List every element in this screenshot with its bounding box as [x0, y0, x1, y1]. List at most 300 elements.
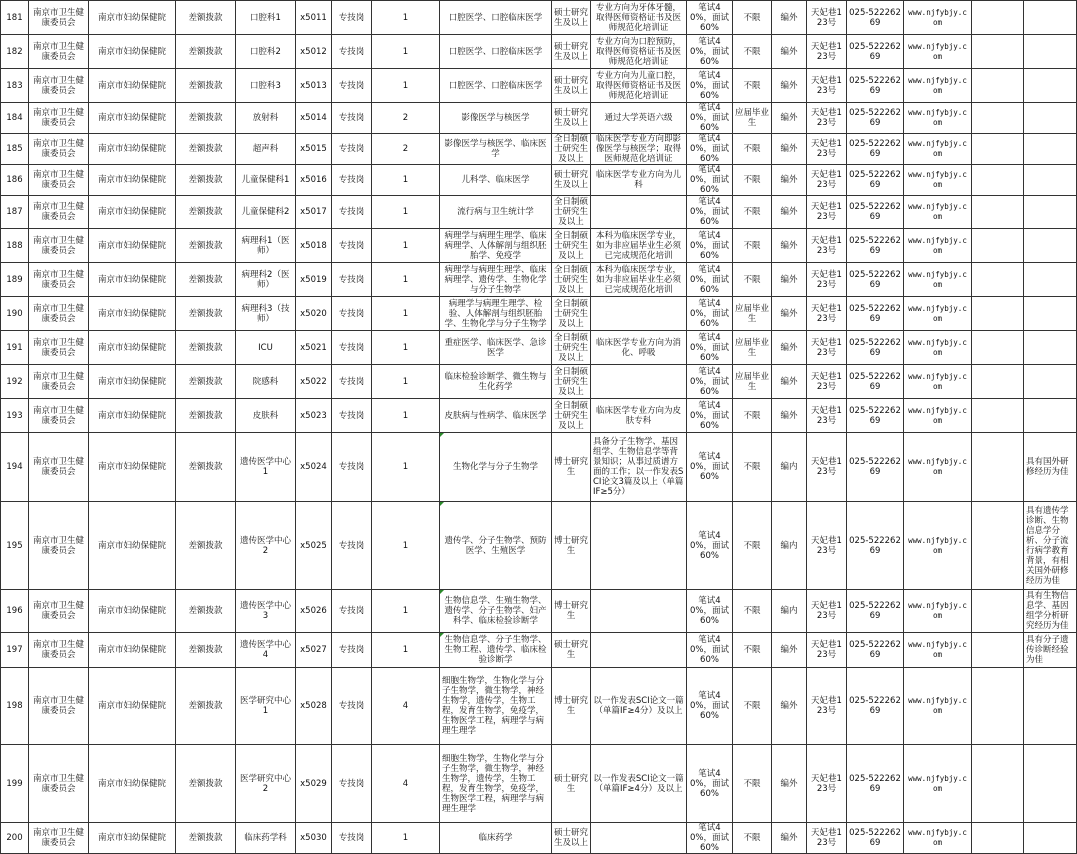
other-req-cell: 临床医学专业方向即影像医学与核医学；取得医师规范化培训证 [591, 134, 687, 165]
phone-cell: 025-52226269 [847, 263, 904, 297]
seq-cell: 197 [1, 633, 29, 668]
empty-cell [972, 331, 1024, 365]
ratio-cell: 笔试40%，面试60% [687, 165, 733, 196]
post-cell: 医学研究中心1 [236, 668, 296, 745]
table-row [1, 69, 1077, 103]
website-cell: www.njfybjy.com [904, 263, 972, 297]
funding-cell: 差额拨款 [176, 823, 236, 854]
agency-cell: 南京市卫生健康委员会 [29, 823, 89, 854]
age-cell: 不限 [733, 433, 772, 502]
code-cell: x5015 [296, 134, 332, 165]
count-cell: 4 [372, 668, 440, 745]
addr-cell: 天妃巷123号 [807, 263, 847, 297]
major-cell: 细胞生物学，生物化学与分子生物学，微生物学，神经生物学，遗传学，生物工程，发育生物学，免疫学，生物医学工程，病理学与病理生理学 [440, 745, 552, 823]
major-cell: 口腔医学、口腔临床医学 [440, 35, 552, 69]
ratio-cell: 笔试40%，面试60% [687, 229, 733, 263]
other-req-cell: 本科为临床医学专业，如为非应届毕业生必须已完成规范化培训 [591, 229, 687, 263]
ratio-cell: 笔试40%，面试60% [687, 399, 733, 433]
seq-cell: 191 [1, 331, 29, 365]
ratio-cell: 笔试40%，面试60% [687, 823, 733, 854]
code-cell: x5030 [296, 823, 332, 854]
empty-cell [972, 433, 1024, 502]
kind-cell: 专技岗 [332, 103, 372, 134]
kind-cell: 专技岗 [332, 633, 372, 668]
empty-cell [972, 590, 1024, 633]
funding-cell: 差额拨款 [176, 165, 236, 196]
seq-cell: 190 [1, 297, 29, 331]
code-cell: x5028 [296, 668, 332, 745]
addr-cell: 天妃巷123号 [807, 433, 847, 502]
kind-cell: 专技岗 [332, 399, 372, 433]
edu-cell: 全日制硕士研究生及以上 [552, 229, 591, 263]
staff-cell: 编外 [772, 1, 807, 35]
edu-cell: 博士研究生 [552, 502, 591, 590]
staff-cell: 编外 [772, 229, 807, 263]
seq-cell: 199 [1, 745, 29, 823]
age-cell: 不限 [733, 745, 772, 823]
kind-cell: 专技岗 [332, 365, 372, 399]
count-cell: 2 [372, 103, 440, 134]
code-cell: x5029 [296, 745, 332, 823]
ratio-cell: 笔试40%，面试60% [687, 1, 733, 35]
seq-cell: 188 [1, 229, 29, 263]
code-cell: x5011 [296, 1, 332, 35]
empty-cell [972, 745, 1024, 823]
major-cell: 临床检验诊断学、微生物与生化药学 [440, 365, 552, 399]
ratio-cell: 笔试40%，面试60% [687, 590, 733, 633]
staff-cell: 编外 [772, 103, 807, 134]
post-cell: 病理科1（医师） [236, 229, 296, 263]
unit-cell: 南京市妇幼保健院 [89, 69, 176, 103]
count-cell: 4 [372, 745, 440, 823]
post-cell: 口腔科1 [236, 1, 296, 35]
table-row [1, 263, 1077, 297]
code-cell: x5020 [296, 297, 332, 331]
kind-cell: 专技岗 [332, 69, 372, 103]
table-row [1, 103, 1077, 134]
ratio-cell: 笔试40%，面试60% [687, 745, 733, 823]
kind-cell: 专技岗 [332, 502, 372, 590]
other-req-cell [591, 590, 687, 633]
edu-cell: 硕士研究生及以上 [552, 165, 591, 196]
major-cell: 病理学与病理生理学、临床病理学、人体解剖与组织胚胎学、免疫学 [440, 229, 552, 263]
website-cell: www.njfybjy.com [904, 297, 972, 331]
ratio-cell: 笔试40%，面试60% [687, 502, 733, 590]
agency-cell: 南京市卫生健康委员会 [29, 165, 89, 196]
code-cell: x5012 [296, 35, 332, 69]
website-cell: www.njfybjy.com [904, 103, 972, 134]
other-req-cell: 具备分子生物学、基因组学、生物信息学等背景知识；从事过质谱方面的工作；以一作发表SCI论文3篇及以上（单篇IF≥5分） [591, 433, 687, 502]
age-cell: 不限 [733, 1, 772, 35]
unit-cell: 南京市妇幼保健院 [89, 1, 176, 35]
staff-cell: 编外 [772, 69, 807, 103]
staff-cell: 编外 [772, 196, 807, 229]
phone-cell: 025-52226269 [847, 331, 904, 365]
code-cell: x5027 [296, 633, 332, 668]
staff-cell: 编外 [772, 331, 807, 365]
funding-cell: 差额拨款 [176, 134, 236, 165]
table-row [1, 633, 1077, 668]
code-cell: x5016 [296, 165, 332, 196]
age-cell: 不限 [733, 134, 772, 165]
seq-cell: 183 [1, 69, 29, 103]
edu-cell: 博士研究生 [552, 433, 591, 502]
major-cell: 病理学与病理生理学、临床病理学、遗传学、生物化学与分子生物学 [440, 263, 552, 297]
website-cell: www.njfybjy.com [904, 1, 972, 35]
table-row [1, 399, 1077, 433]
phone-cell: 025-52226269 [847, 134, 904, 165]
kind-cell: 专技岗 [332, 263, 372, 297]
unit-cell: 南京市妇幼保健院 [89, 745, 176, 823]
other-req-cell [591, 823, 687, 854]
empty-cell [972, 165, 1024, 196]
unit-cell: 南京市妇幼保健院 [89, 502, 176, 590]
age-cell: 不限 [733, 229, 772, 263]
other-req-cell: 临床医学专业方向为皮肤专科 [591, 399, 687, 433]
other-req-cell: 专业方向为口腔预防，取得医师资格证书及医师规范化培训证 [591, 35, 687, 69]
website-cell: www.njfybjy.com [904, 823, 972, 854]
staff-cell: 编外 [772, 399, 807, 433]
code-cell: x5022 [296, 365, 332, 399]
edu-cell: 硕士研究生及以上 [552, 69, 591, 103]
agency-cell: 南京市卫生健康委员会 [29, 196, 89, 229]
note-cell [1024, 1, 1077, 35]
edu-cell: 博士研究生 [552, 590, 591, 633]
funding-cell: 差额拨款 [176, 1, 236, 35]
website-cell: www.njfybjy.com [904, 35, 972, 69]
note-cell [1024, 263, 1077, 297]
ratio-cell: 笔试40%，面试60% [687, 633, 733, 668]
post-cell: 医学研究中心2 [236, 745, 296, 823]
kind-cell: 专技岗 [332, 590, 372, 633]
major-cell: 皮肤病与性病学、临床医学 [440, 399, 552, 433]
unit-cell: 南京市妇幼保健院 [89, 229, 176, 263]
major-cell: 遗传学、分子生物学、预防医学、生殖医学 [440, 502, 552, 590]
website-cell: www.njfybjy.com [904, 399, 972, 433]
funding-cell: 差额拨款 [176, 365, 236, 399]
addr-cell: 天妃巷123号 [807, 633, 847, 668]
staff-cell: 编外 [772, 134, 807, 165]
addr-cell: 天妃巷123号 [807, 103, 847, 134]
post-cell: 超声科 [236, 134, 296, 165]
agency-cell: 南京市卫生健康委员会 [29, 229, 89, 263]
count-cell: 1 [372, 263, 440, 297]
kind-cell: 专技岗 [332, 668, 372, 745]
seq-cell: 181 [1, 1, 29, 35]
table-row [1, 590, 1077, 633]
age-cell: 不限 [733, 502, 772, 590]
staff-cell: 编内 [772, 433, 807, 502]
count-cell: 1 [372, 502, 440, 590]
unit-cell: 南京市妇幼保健院 [89, 331, 176, 365]
agency-cell: 南京市卫生健康委员会 [29, 399, 89, 433]
kind-cell: 专技岗 [332, 196, 372, 229]
phone-cell: 025-52226269 [847, 590, 904, 633]
other-req-cell: 以一作发表SCI论文一篇（单篇IF≥4分）及以上 [591, 668, 687, 745]
count-cell: 1 [372, 633, 440, 668]
note-cell [1024, 134, 1077, 165]
empty-cell [972, 365, 1024, 399]
edu-cell: 硕士研究生及以上 [552, 103, 591, 134]
empty-cell [972, 134, 1024, 165]
table-row [1, 823, 1077, 854]
agency-cell: 南京市卫生健康委员会 [29, 35, 89, 69]
note-cell [1024, 668, 1077, 745]
funding-cell: 差额拨款 [176, 263, 236, 297]
funding-cell: 差额拨款 [176, 745, 236, 823]
staff-cell: 编外 [772, 365, 807, 399]
funding-cell: 差额拨款 [176, 69, 236, 103]
addr-cell: 天妃巷123号 [807, 365, 847, 399]
kind-cell: 专技岗 [332, 229, 372, 263]
code-cell: x5019 [296, 263, 332, 297]
funding-cell: 差额拨款 [176, 433, 236, 502]
staff-cell: 编内 [772, 502, 807, 590]
count-cell: 1 [372, 1, 440, 35]
count-cell: 1 [372, 297, 440, 331]
staff-cell: 编外 [772, 823, 807, 854]
funding-cell: 差额拨款 [176, 103, 236, 134]
addr-cell: 天妃巷123号 [807, 134, 847, 165]
major-cell: 儿科学、临床医学 [440, 165, 552, 196]
addr-cell: 天妃巷123号 [807, 331, 847, 365]
website-cell: www.njfybjy.com [904, 365, 972, 399]
note-cell [1024, 103, 1077, 134]
unit-cell: 南京市妇幼保健院 [89, 433, 176, 502]
count-cell: 1 [372, 69, 440, 103]
edu-cell: 全日制硕士研究生及以上 [552, 263, 591, 297]
ratio-cell: 笔试40%，面试60% [687, 331, 733, 365]
code-cell: x5014 [296, 103, 332, 134]
table-row [1, 35, 1077, 69]
post-cell: 遗传医学中心4 [236, 633, 296, 668]
other-req-cell: 临床医学专业方向为消化、呼吸 [591, 331, 687, 365]
table-row [1, 196, 1077, 229]
count-cell: 1 [372, 433, 440, 502]
unit-cell: 南京市妇幼保健院 [89, 823, 176, 854]
table-row [1, 745, 1077, 823]
funding-cell: 差额拨款 [176, 590, 236, 633]
major-cell: 影像医学与核医学、临床医学 [440, 134, 552, 165]
note-cell [1024, 229, 1077, 263]
ratio-cell: 笔试40%，面试60% [687, 365, 733, 399]
note-cell [1024, 297, 1077, 331]
phone-cell: 025-52226269 [847, 196, 904, 229]
other-req-cell: 专业方向为牙体牙髓，取得医师资格证书及医师规范化培训证 [591, 1, 687, 35]
ratio-cell: 笔试40%，面试60% [687, 103, 733, 134]
note-cell [1024, 165, 1077, 196]
count-cell: 1 [372, 196, 440, 229]
code-cell: x5026 [296, 590, 332, 633]
major-cell: 生物化学与分子生物学 [440, 433, 552, 502]
age-cell: 不限 [733, 668, 772, 745]
post-cell: 遗传医学中心2 [236, 502, 296, 590]
addr-cell: 天妃巷123号 [807, 165, 847, 196]
addr-cell: 天妃巷123号 [807, 668, 847, 745]
seq-cell: 192 [1, 365, 29, 399]
note-cell [1024, 196, 1077, 229]
count-cell: 1 [372, 35, 440, 69]
table-body [1, 1, 1077, 854]
addr-cell: 天妃巷123号 [807, 590, 847, 633]
ratio-cell: 笔试40%，面试60% [687, 134, 733, 165]
staff-cell: 编外 [772, 668, 807, 745]
code-cell: x5017 [296, 196, 332, 229]
note-cell [1024, 823, 1077, 854]
major-cell: 重症医学、临床医学、急诊医学 [440, 331, 552, 365]
phone-cell: 025-52226269 [847, 103, 904, 134]
addr-cell: 天妃巷123号 [807, 823, 847, 854]
website-cell: www.njfybjy.com [904, 633, 972, 668]
empty-cell [972, 103, 1024, 134]
age-cell: 不限 [733, 590, 772, 633]
funding-cell: 差额拨款 [176, 668, 236, 745]
website-cell: www.njfybjy.com [904, 165, 972, 196]
note-cell [1024, 331, 1077, 365]
other-req-cell [591, 633, 687, 668]
agency-cell: 南京市卫生健康委员会 [29, 633, 89, 668]
table-row [1, 668, 1077, 745]
post-cell: ICU [236, 331, 296, 365]
ratio-cell: 笔试40%，面试60% [687, 297, 733, 331]
agency-cell: 南京市卫生健康委员会 [29, 331, 89, 365]
other-req-cell: 通过大学英语六级 [591, 103, 687, 134]
count-cell: 1 [372, 331, 440, 365]
ratio-cell: 笔试40%，面试60% [687, 668, 733, 745]
major-cell: 影像医学与核医学 [440, 103, 552, 134]
unit-cell: 南京市妇幼保健院 [89, 633, 176, 668]
table-row [1, 297, 1077, 331]
table-row [1, 229, 1077, 263]
agency-cell: 南京市卫生健康委员会 [29, 1, 89, 35]
website-cell: www.njfybjy.com [904, 590, 972, 633]
table-row [1, 502, 1077, 590]
count-cell: 2 [372, 134, 440, 165]
major-cell: 细胞生物学，生物化学与分子生物学，微生物学，神经生物学，遗传学，生物工程，发育生物学，免疫学，生物医学工程，病理学与病理生理学 [440, 668, 552, 745]
empty-cell [972, 196, 1024, 229]
funding-cell: 差额拨款 [176, 633, 236, 668]
unit-cell: 南京市妇幼保健院 [89, 35, 176, 69]
staff-cell: 编外 [772, 745, 807, 823]
kind-cell: 专技岗 [332, 433, 372, 502]
funding-cell: 差额拨款 [176, 196, 236, 229]
other-req-cell: 以一作发表SCI论文一篇（单篇IF≥4分）及以上 [591, 745, 687, 823]
other-req-cell [591, 297, 687, 331]
age-cell: 不限 [733, 165, 772, 196]
agency-cell: 南京市卫生健康委员会 [29, 590, 89, 633]
funding-cell: 差额拨款 [176, 297, 236, 331]
staff-cell: 编内 [772, 590, 807, 633]
phone-cell: 025-52226269 [847, 633, 904, 668]
edu-cell: 硕士研究生 [552, 745, 591, 823]
count-cell: 1 [372, 399, 440, 433]
age-cell: 不限 [733, 633, 772, 668]
empty-cell [972, 668, 1024, 745]
edu-cell: 全日制硕士研究生及以上 [552, 297, 591, 331]
empty-cell [972, 35, 1024, 69]
age-cell: 不限 [733, 823, 772, 854]
phone-cell: 025-52226269 [847, 69, 904, 103]
addr-cell: 天妃巷123号 [807, 35, 847, 69]
age-cell: 不限 [733, 399, 772, 433]
agency-cell: 南京市卫生健康委员会 [29, 103, 89, 134]
phone-cell: 025-52226269 [847, 823, 904, 854]
major-cell: 生物信息学、生殖生物学、遗传学、分子生物学、妇产科学、临床检验诊断学 [440, 590, 552, 633]
website-cell: www.njfybjy.com [904, 502, 972, 590]
phone-cell: 025-52226269 [847, 1, 904, 35]
agency-cell: 南京市卫生健康委员会 [29, 745, 89, 823]
other-req-cell [591, 196, 687, 229]
website-cell: www.njfybjy.com [904, 668, 972, 745]
phone-cell: 025-52226269 [847, 745, 904, 823]
funding-cell: 差额拨款 [176, 502, 236, 590]
other-req-cell: 临床医学专业方向为儿科 [591, 165, 687, 196]
phone-cell: 025-52226269 [847, 399, 904, 433]
kind-cell: 专技岗 [332, 1, 372, 35]
major-cell: 口腔医学、口腔临床医学 [440, 69, 552, 103]
agency-cell: 南京市卫生健康委员会 [29, 134, 89, 165]
post-cell: 放射科 [236, 103, 296, 134]
age-cell: 不限 [733, 196, 772, 229]
website-cell: www.njfybjy.com [904, 196, 972, 229]
edu-cell: 博士研究生 [552, 668, 591, 745]
kind-cell: 专技岗 [332, 35, 372, 69]
empty-cell [972, 502, 1024, 590]
kind-cell: 专技岗 [332, 297, 372, 331]
note-cell [1024, 69, 1077, 103]
table-row [1, 331, 1077, 365]
seq-cell: 189 [1, 263, 29, 297]
post-cell: 病理科2（医师） [236, 263, 296, 297]
other-req-cell: 专业方向为儿童口腔，取得医师资格证书及医师规范化培训证 [591, 69, 687, 103]
edu-cell: 硕士研究生及以上 [552, 1, 591, 35]
staff-cell: 编外 [772, 263, 807, 297]
seq-cell: 195 [1, 502, 29, 590]
note-cell [1024, 745, 1077, 823]
phone-cell: 025-52226269 [847, 668, 904, 745]
age-cell: 不限 [733, 69, 772, 103]
ratio-cell: 笔试40%，面试60% [687, 263, 733, 297]
count-cell: 1 [372, 365, 440, 399]
note-cell: 具有国外研修经历为佳 [1024, 433, 1077, 502]
empty-cell [972, 1, 1024, 35]
post-cell: 口腔科3 [236, 69, 296, 103]
post-cell: 遗传医学中心3 [236, 590, 296, 633]
age-cell: 应届毕业生 [733, 297, 772, 331]
funding-cell: 差额拨款 [176, 35, 236, 69]
age-cell: 应届毕业生 [733, 365, 772, 399]
agency-cell: 南京市卫生健康委员会 [29, 433, 89, 502]
seq-cell: 194 [1, 433, 29, 502]
kind-cell: 专技岗 [332, 823, 372, 854]
kind-cell: 专技岗 [332, 165, 372, 196]
agency-cell: 南京市卫生健康委员会 [29, 69, 89, 103]
table-row [1, 1, 1077, 35]
empty-cell [972, 229, 1024, 263]
kind-cell: 专技岗 [332, 134, 372, 165]
code-cell: x5018 [296, 229, 332, 263]
unit-cell: 南京市妇幼保健院 [89, 399, 176, 433]
seq-cell: 186 [1, 165, 29, 196]
agency-cell: 南京市卫生健康委员会 [29, 297, 89, 331]
note-cell [1024, 399, 1077, 433]
seq-cell: 196 [1, 590, 29, 633]
count-cell: 1 [372, 165, 440, 196]
major-cell: 病理学与病理生理学、检验、人体解剖与组织胚胎学、生物化学与分子生物学 [440, 297, 552, 331]
addr-cell: 天妃巷123号 [807, 297, 847, 331]
other-req-cell: 本科为临床医学专业，如为非应届毕业生必须已完成规范化培训 [591, 263, 687, 297]
age-cell: 不限 [733, 35, 772, 69]
